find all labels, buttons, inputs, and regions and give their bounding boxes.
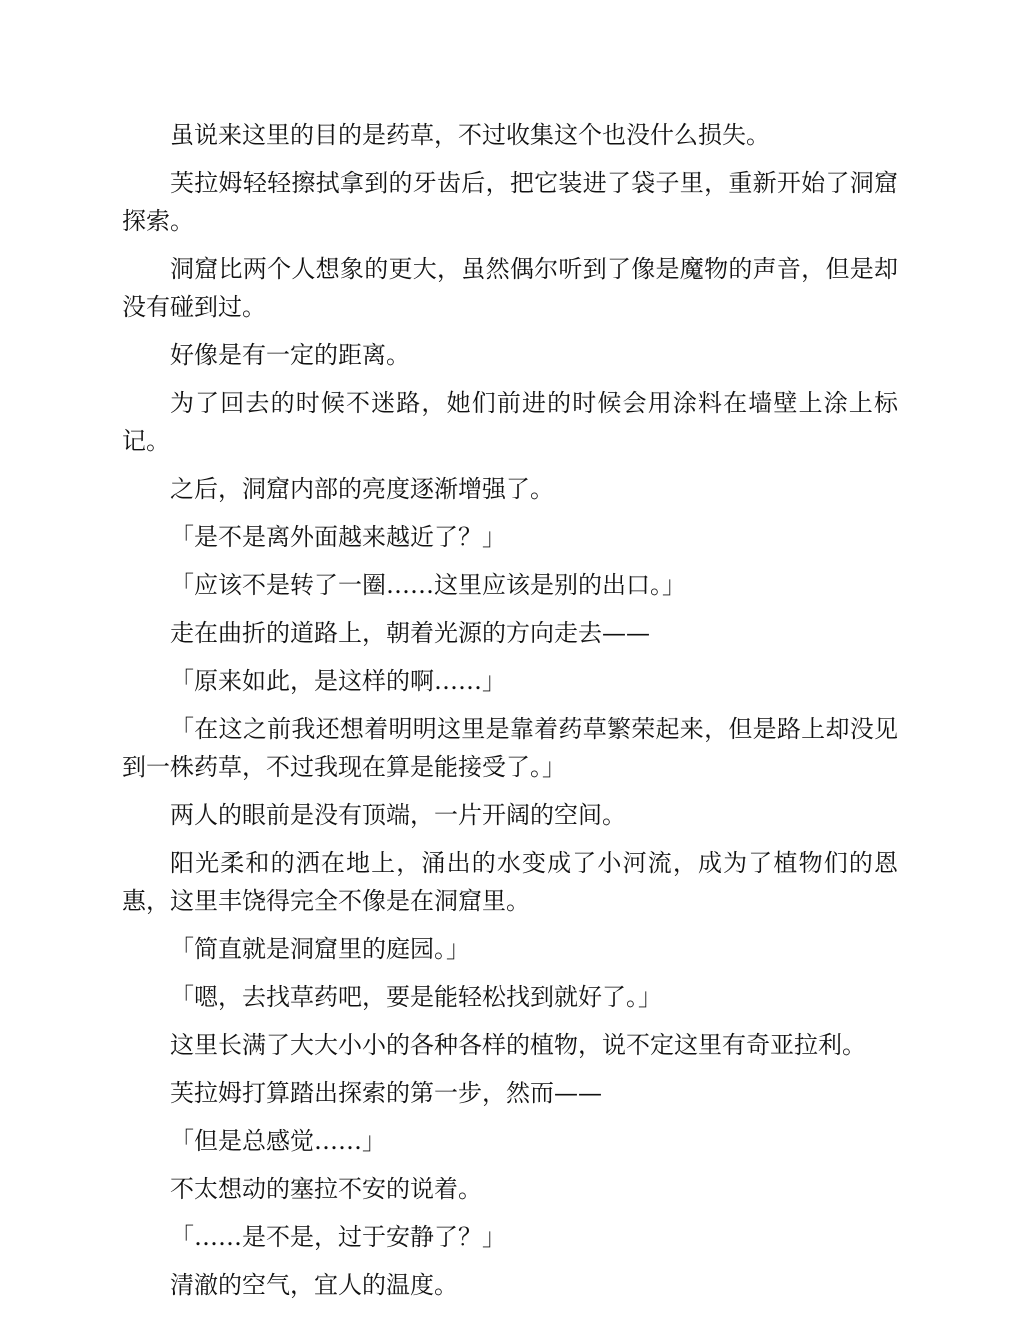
paragraph: 好像是有一定的距离。 [170, 341, 410, 369]
dialogue-line: 「在这之前我还想着明明这里是靠着药草繁荣起来，但是路上却没见到一株药草，不过我现在算是能接受了。」 [122, 715, 898, 781]
paragraph: 清澈的空气，宜人的温度。 [170, 1271, 458, 1299]
paragraph: 洞窟比两个人想象的更大，虽然偶尔听到了像是魔物的声音，但是却没有碰到过。 [122, 255, 898, 321]
paragraph: 两人的眼前是没有顶端，一片开阔的空间。 [170, 801, 626, 829]
body-text [122, 116, 898, 1314]
paragraph: 芙拉姆打算踏出探索的第一步，然而—— [170, 1079, 602, 1107]
dialogue-line: 「原来如此，是这样的啊……」 [170, 667, 506, 695]
paragraph: 之后，洞窟内部的亮度逐渐增强了。 [170, 475, 554, 503]
paragraph: 这里长满了大大小小的各种各样的植物，说不定这里有奇亚拉利。 [170, 1031, 866, 1059]
dialogue-line: 「简直就是洞窟里的庭园。」 [170, 935, 470, 963]
dialogue-line: 「……是不是，过于安静了？」 [170, 1223, 506, 1251]
paragraph: 阳光柔和的洒在地上，涌出的水变成了小河流，成为了植物们的恩惠，这里丰饶得完全不像是在洞窟里。 [122, 849, 898, 915]
paragraph: 走在曲折的道路上，朝着光源的方向走去—— [170, 619, 650, 647]
paragraph: 芙拉姆轻轻擦拭拿到的牙齿后，把它装进了袋子里，重新开始了洞窟探索。 [122, 169, 898, 235]
dialogue-line: 「嗯，去找草药吧，要是能轻松找到就好了。」 [170, 983, 662, 1011]
paragraph: 为了回去的时候不迷路，她们前进的时候会用涂料在墙壁上涂上标记。 [122, 389, 898, 455]
dialogue-line: 「应该不是转了一圈……这里应该是别的出口。」 [170, 571, 686, 599]
dialogue-line: 「但是总感觉……」 [170, 1127, 386, 1155]
paragraph: 虽说来这里的目的是药草，不过收集这个也没什么损失。 [170, 121, 770, 149]
paragraph: 不太想动的塞拉不安的说着。 [170, 1175, 482, 1203]
dialogue-line: 「是不是离外面越来越近了？」 [170, 523, 506, 551]
